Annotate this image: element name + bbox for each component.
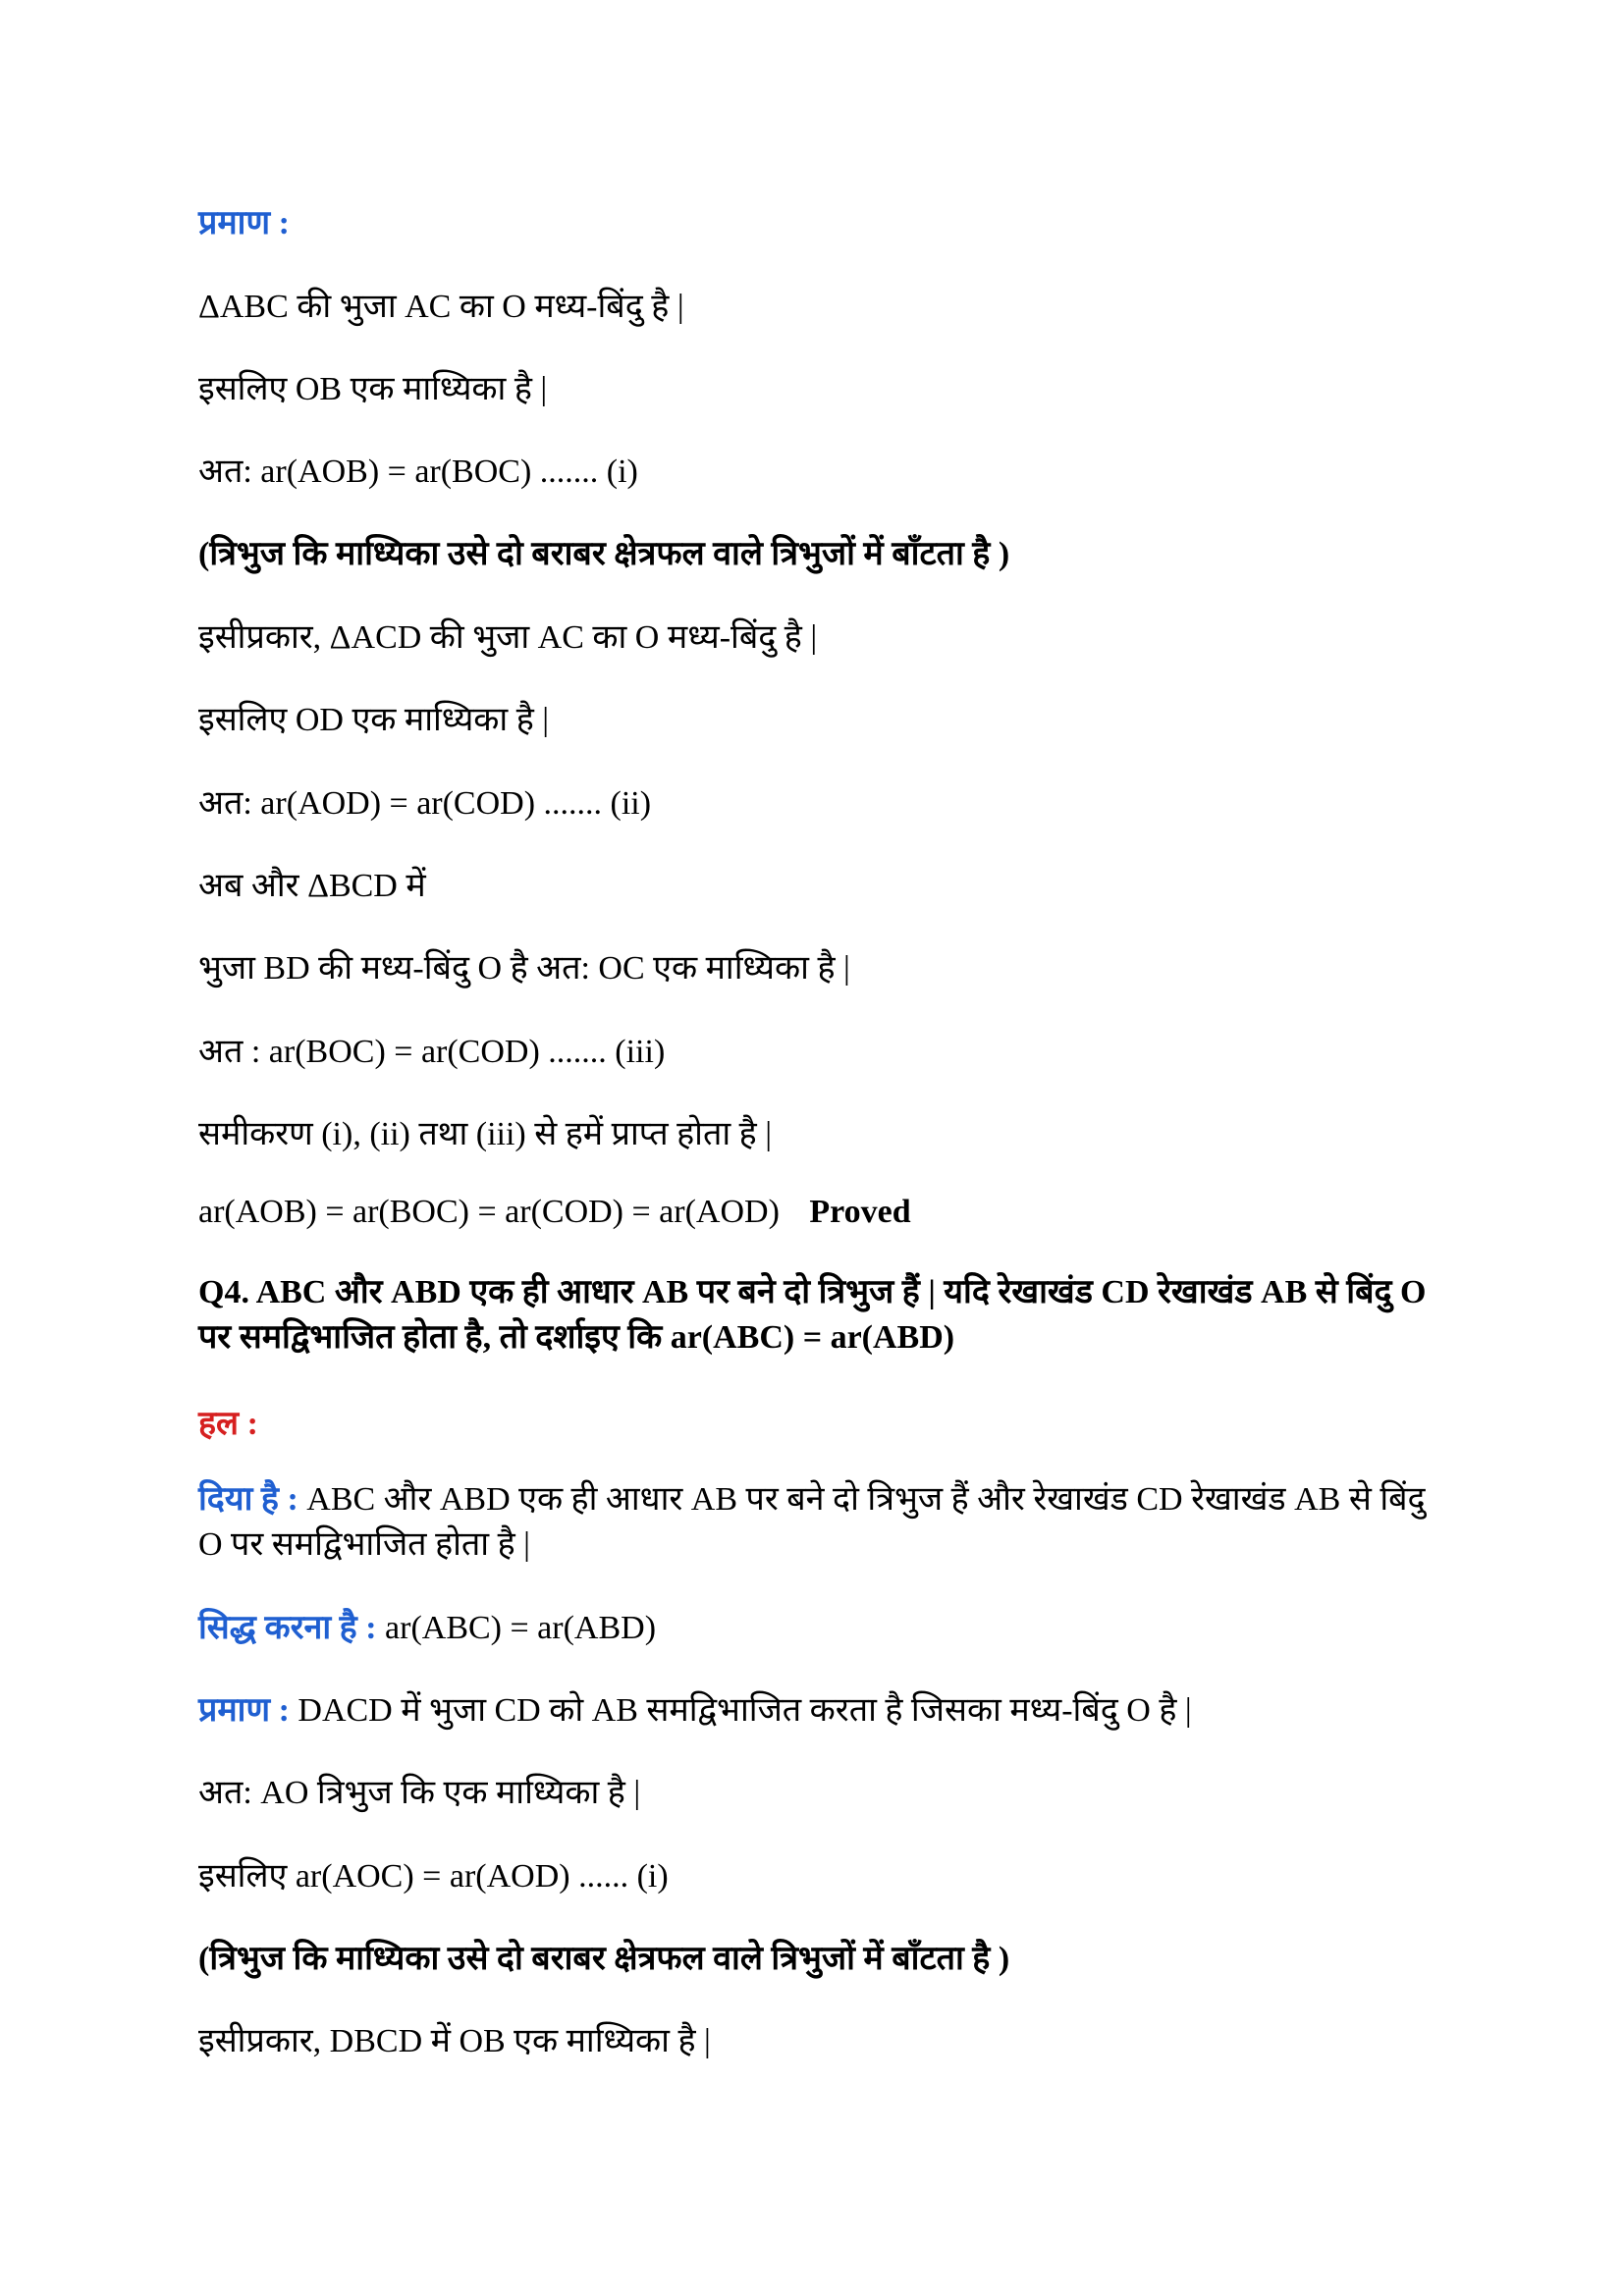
proof2-line-4: इसीप्रकार, DBCD में OB एक माध्यिका है |	[198, 2023, 711, 2059]
given-statement	[198, 1477, 1435, 1568]
given-text: ABC और ABD एक ही आधार AB पर बने दो त्रिभुज हैं और रेखाखंड CD रेखाखंड AB से बिंदु O पर समद्विभाजित होता है |	[198, 1481, 1426, 1563]
question-4: Q4. ABC और ABD एक ही आधार AB पर बने दो त्रिभुज हैं | यदि रेखाखंड CD रेखाखंड AB से बिंदु O पर समद्विभाजित होता है, तो दर्शाइए कि ar(ABC) = ar(ABD)	[198, 1274, 1427, 1356]
proof2-statement	[198, 1688, 1435, 1734]
to-prove-statement	[198, 1606, 1435, 1651]
proved-label: Proved	[809, 1194, 911, 1230]
given-label: दिया है :	[198, 1481, 298, 1518]
proof-line-6: इसलिए OD एक माध्यिका है |	[198, 702, 550, 738]
proof-line-5: इसीप्रकार, ΔACD की भुजा AC का O मध्य-बिंदु है |	[198, 619, 818, 656]
proof2-note: (त्रिभुज कि माध्यिका उसे दो बराबर क्षेत्रफल वाले त्रिभुजों में बाँटता है )	[198, 1941, 1010, 1977]
to-prove-text: ar(ABC) = ar(ABD)	[376, 1610, 657, 1646]
proof-line-8: अब और ΔBCD में	[198, 868, 426, 904]
proof2-label: प्रमाण :	[198, 1692, 290, 1729]
proof-line-3: अत: ar(AOB) = ar(BOC) ....... (i)	[198, 454, 638, 490]
proof-line-2: इसलिए OB एक माध्यिका है |	[198, 371, 548, 407]
proof-heading: प्रमाण :	[198, 205, 290, 241]
proof-line-1: ΔABC की भुजा AC का O मध्य-बिंदु है |	[198, 289, 684, 325]
proof-line-10: अत : ar(BOC) = ar(COD) ....... (iii)	[198, 1034, 666, 1070]
proof2-line-2: इसलिए ar(AOC) = ar(AOD) ...... (i)	[198, 1858, 669, 1895]
to-prove-label: सिद्ध करना है :	[198, 1610, 377, 1646]
proof2-text: DACD में भुजा CD को AB समद्विभाजित करता है जिसका मध्य-बिंदु O है |	[289, 1692, 1192, 1729]
proof-equation: ar(AOB) = ar(BOC) = ar(COD) = ar(AOD)	[198, 1194, 780, 1230]
proof-conclusion	[198, 1190, 1435, 1235]
proof-line-9: भुजा BD की मध्य-बिंदु O है अत: OC एक माध्यिका है |	[198, 950, 850, 987]
proof-line-7: अत: ar(AOD) = ar(COD) ....... (ii)	[198, 785, 652, 822]
proof-line-11: समीकरण (i), (ii) तथा (iii) से हमें प्राप्त होता है |	[198, 1116, 773, 1152]
proof-note-1: (त्रिभुज कि माध्यिका उसे दो बराबर क्षेत्रफल वाले त्रिभुजों में बाँटता है )	[198, 536, 1010, 572]
solution-label: हल :	[198, 1406, 258, 1442]
proof2-line-1: अत: AO त्रिभुज कि एक माध्यिका है |	[198, 1775, 641, 1811]
